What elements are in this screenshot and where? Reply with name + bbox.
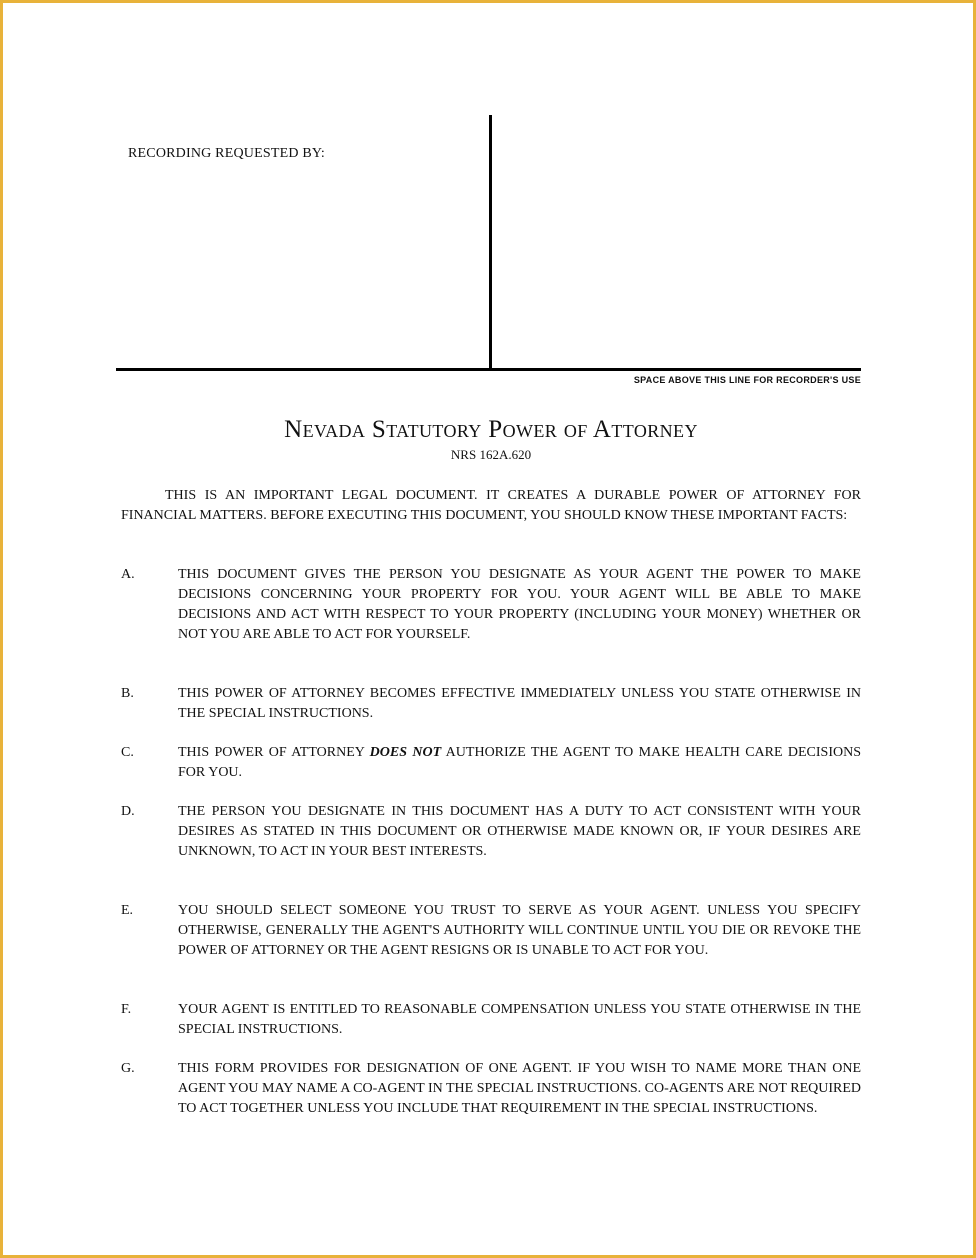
fact-text: THIS FORM PROVIDES FOR DESIGNATION OF ONE AGENT. IF YOU WISH TO NAME MORE THAN ONE AGENT YOU MAY NAME A CO-AGENT IN THE SPECIAL INSTRUCTIONS. CO-AGENTS ARE NOT REQUIRED TO ACT TOGETHER UNLESS YOU INCLUDE THAT REQUIREMENT IN THE SPECIAL INSTRUCTIONS.: [178, 1061, 861, 1116]
fact-item-d: [121, 802, 861, 862]
fact-letter: E.: [121, 903, 134, 918]
intro-paragraph: THIS IS AN IMPORTANT LEGAL DOCUMENT. IT CREATES A DURABLE POWER OF ATTORNEY FOR FINANCIAL MATTERS. BEFORE EXECUTING THIS DOCUMENT, YOU SHOULD KNOW THESE IMPORTANT FACTS:: [121, 488, 861, 523]
fact-item-g: [121, 1059, 861, 1119]
fact-emphasis: DOES NOT: [369, 745, 442, 760]
recorder-space-line: [116, 368, 861, 371]
fact-item-a: [121, 565, 861, 645]
fact-letter: A.: [121, 567, 135, 582]
fact-item-f: [121, 1000, 861, 1040]
fact-item-c: [121, 743, 861, 783]
fact-letter: C.: [121, 745, 134, 760]
fact-letter: F.: [121, 1002, 132, 1017]
recording-requested-by-label: RECORDING REQUESTED BY:: [128, 146, 325, 161]
fact-text: THE PERSON YOU DESIGNATE IN THIS DOCUMENT HAS A DUTY TO ACT CONSISTENT WITH YOUR DESIRES AS STATED IN THIS DOCUMENT OR OTHERWISE MADE KNOWN OR, IF YOUR DESIRES ARE UNKNOWN, TO ACT IN YOUR BEST INTERESTS.: [178, 804, 861, 859]
statute-reference: NRS 162A.620: [450, 447, 532, 462]
fact-letter: B.: [121, 686, 134, 701]
fact-text: YOU SHOULD SELECT SOMEONE YOU TRUST TO SERVE AS YOUR AGENT. UNLESS YOU SPECIFY OTHERWISE, GENERALLY THE AGENT'S AUTHORITY WILL CONTINUE UNTIL YOU DIE OR REVOKE THE POWER OF ATTORNEY OR THE AGENT RESIGNS OR IS UNABLE TO ACT FOR YOU.: [178, 903, 861, 958]
fact-text: YOUR AGENT IS ENTITLED TO REASONABLE COMPENSATION UNLESS YOU STATE OTHERWISE IN THE SPECIAL INSTRUCTIONS.: [178, 1002, 861, 1037]
fact-text: [178, 743, 861, 783]
document-title: Nevada Statutory Power of Attorney: [284, 416, 698, 443]
fact-letter: G.: [121, 1061, 135, 1076]
fact-text: THIS POWER OF ATTORNEY BECOMES EFFECTIVE IMMEDIATELY UNLESS YOU STATE OTHERWISE IN THE SPECIAL INSTRUCTIONS.: [178, 686, 861, 721]
fact-item-b: [121, 684, 861, 724]
recorder-box-divider: [489, 115, 492, 369]
fact-letter: D.: [121, 804, 135, 819]
fact-item-e: [121, 901, 861, 961]
fact-text: THIS DOCUMENT GIVES THE PERSON YOU DESIGNATE AS YOUR AGENT THE POWER TO MAKE DECISIONS CONCERNING YOUR PROPERTY FOR YOU. YOUR AGENT WILL BE ABLE TO MAKE DECISIONS AND ACT WITH RESPECT TO YOUR PROPERTY (INCLUDING YOUR MONEY) WHETHER OR NOT YOU ARE ABLE TO ACT FOR YOURSELF.: [178, 567, 861, 642]
fact-text-end: AUTHORIZE THE AGENT TO MAKE HEALTH CARE DECISIONS FOR YOU.: [178, 745, 861, 780]
fact-text-start: THIS POWER OF ATTORNEY: [178, 745, 370, 760]
recorder-use-note: SPACE ABOVE THIS LINE FOR RECORDER'S USE: [633, 375, 861, 385]
